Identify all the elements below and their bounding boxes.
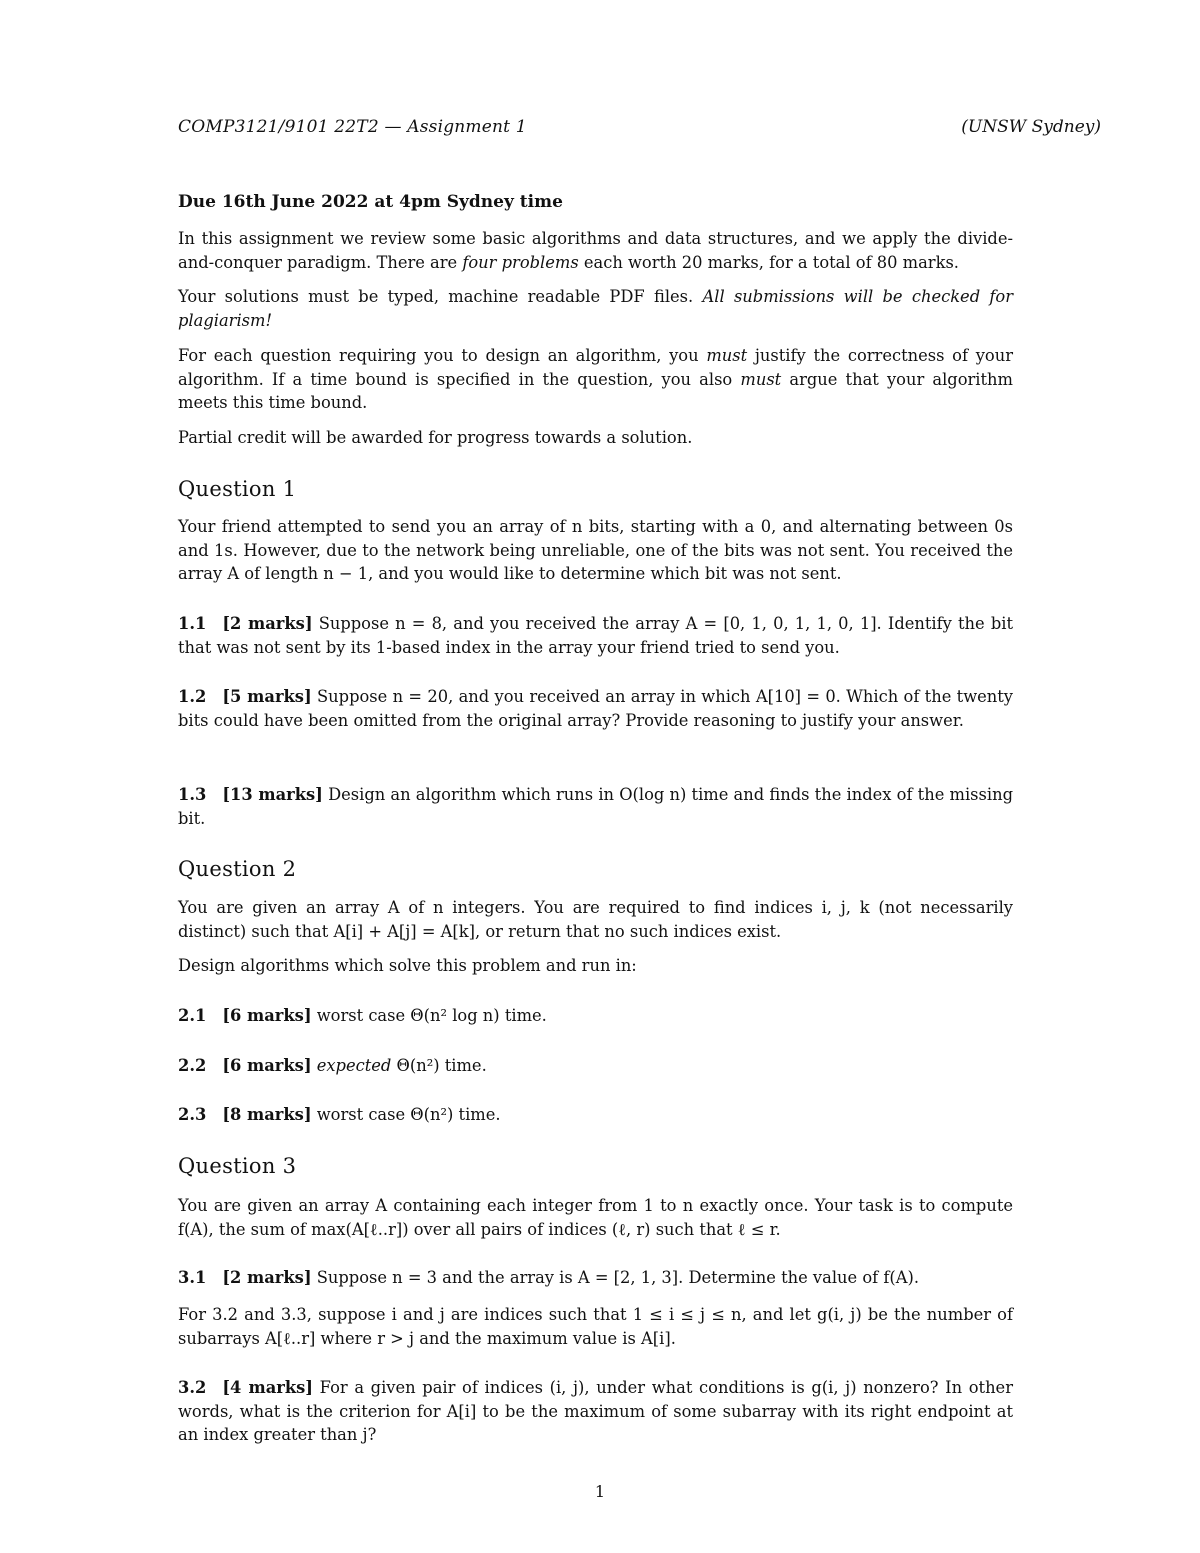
intro-p1-text-b: each worth 20 marks, for a total of 80 marks.: [578, 252, 959, 272]
question-2-text: You are given an array A of n integers. You are required to find indices i, j, k (not necessarily distinct) such that A[i] + A[j] = A[k], or return that no such indices exist.: [178, 898, 1013, 941]
question-3-text: You are given an array A containing each integer from 1 to n exactly once. Your task is to compute f(A), the sum of max(A[ℓ..r]) over all pairs of indices (ℓ, r) such that ℓ ≤ r.: [178, 1196, 1013, 1239]
part-marks: [2 marks]: [222, 1268, 312, 1287]
intro-p1-text-a: In this assignment we review some basic algorithms and data structures, and we apply the divide-and-conquer paradigm. There are: [178, 229, 1013, 272]
part-2-3: [178, 1103, 1013, 1127]
part-emphasis: expected: [311, 1056, 392, 1075]
part-number: 1.1: [178, 614, 207, 633]
part-1-2: [178, 685, 1013, 732]
intro-p2-emphasis: All submissions will be checked for plagiarism!: [178, 287, 1013, 330]
part-number: 2.1: [178, 1006, 207, 1025]
intro-p3-text-b: justify the correctness of your algorithm. If a time bound is specified in the question, you also: [178, 346, 1013, 389]
part-marks: [8 marks]: [222, 1105, 312, 1124]
part-text: Suppose n = 8, and you received the array A = [0, 1, 0, 1, 1, 0, 1]. Identify the bit that was not sent by its 1-based index in the array your friend tried to send you.: [178, 614, 1013, 657]
part-text: For a given pair of indices (i, j), under what conditions is g(i, j) nonzero? In other words, what is the criterion for A[i] to be the maximum of some subarray with its right endpoint at an index greater than j?: [178, 1378, 1013, 1444]
part-2-1: [178, 1004, 1013, 1028]
header-course: COMP3121/9101 22T2 — Assignment 1: [178, 117, 527, 137]
part-marks: [2 marks]: [222, 614, 313, 633]
part-text: worst case Θ(n²) time.: [311, 1105, 501, 1124]
part-marks: [4 marks]: [222, 1378, 314, 1397]
part-1-1: [178, 612, 1013, 659]
part-3-2: [178, 1376, 1013, 1447]
intro-p2-text: Your solutions must be typed, machine readable PDF files.: [178, 287, 703, 306]
page-number: 1: [594, 1482, 606, 1501]
part-text: Design an algorithm which runs in O(log n) time and finds the index of the missing bit.: [178, 785, 1013, 828]
part-text: worst case Θ(n² log n) time.: [311, 1006, 547, 1025]
intro-paragraph-1: [178, 227, 1013, 274]
due-date: Due 16th June 2022 at 4pm Sydney time: [178, 192, 563, 212]
question-3-definition: For 3.2 and 3.3, suppose i and j are indices such that 1 ≤ i ≤ j ≤ n, and let g(i, j) be the number of subarrays A[ℓ..r] where r > j and the maximum value is A[i].: [178, 1305, 1013, 1348]
part-3-1: [178, 1266, 1013, 1290]
question-1-heading: Question 1: [178, 477, 297, 501]
part-marks: [6 marks]: [222, 1006, 312, 1025]
part-2-2: [178, 1054, 1013, 1078]
question-1-text: Your friend attempted to send you an array of n bits, starting with a 0, and alternating between 0s and 1s. However, due to the network being unreliable, one of the bits was not sent. You received the array A of length n − 1, and you would like to determine which bit was not sent.: [178, 517, 1013, 583]
intro-p3-emphasis-2: must: [740, 369, 782, 389]
intro-p3-text-c: argue that your algorithm meets this time bound.: [178, 369, 1013, 412]
intro-paragraph-2: [178, 285, 1013, 332]
part-marks: [6 marks]: [222, 1056, 312, 1075]
part-marks: [5 marks]: [222, 687, 312, 706]
question-2-design: Design algorithms which solve this problem and run in:: [178, 956, 637, 975]
question-2-heading: Question 2: [178, 857, 297, 881]
intro-p3-emphasis-1: must: [706, 346, 748, 365]
intro-paragraph-3: [178, 344, 1013, 415]
part-text: Suppose n = 20, and you received an array in which A[10] = 0. Which of the twenty bits could have been omitted from the original array? Provide reasoning to justify your answer.: [178, 687, 1013, 730]
part-1-3: [178, 783, 1013, 830]
part-text: Suppose n = 3 and the array is A = [2, 1, 3]. Determine the value of f(A).: [311, 1268, 919, 1287]
part-number: 1.2: [178, 687, 207, 706]
part-text: Θ(n²) time.: [391, 1056, 487, 1075]
part-number: 2.3: [178, 1105, 207, 1124]
intro-p1-emphasis: four problems: [462, 252, 579, 272]
question-3-heading: Question 3: [178, 1154, 297, 1178]
part-number: 2.2: [178, 1056, 207, 1075]
header-institution: (UNSW Sydney): [961, 117, 1101, 137]
part-marks: [13 marks]: [222, 785, 323, 804]
part-number: 3.1: [178, 1268, 207, 1287]
intro-paragraph-4: Partial credit will be awarded for progress towards a solution.: [178, 428, 693, 447]
part-number: 3.2: [178, 1378, 207, 1397]
part-number: 1.3: [178, 785, 207, 804]
intro-p3-text-a: For each question requiring you to design an algorithm, you: [178, 346, 707, 365]
